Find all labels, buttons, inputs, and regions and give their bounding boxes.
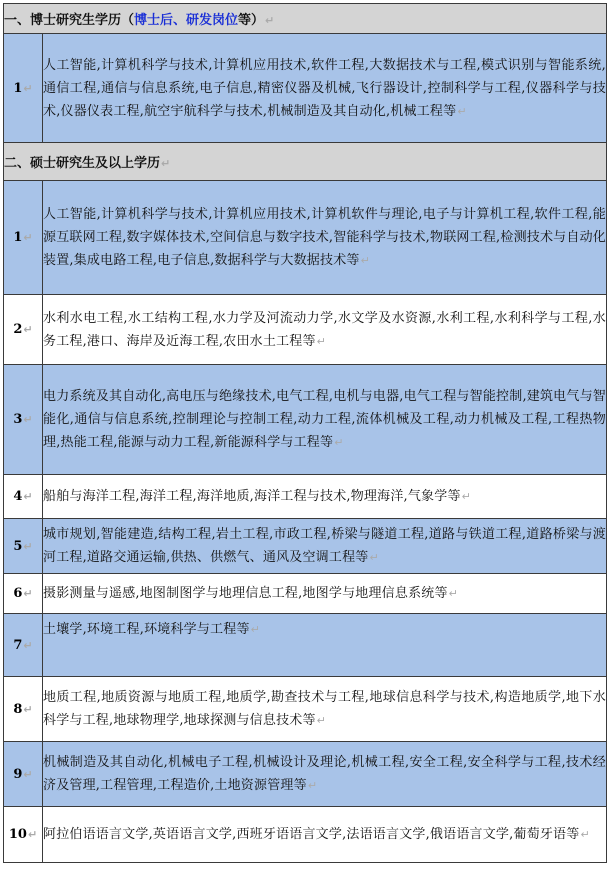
row-number: 9↵ [4,742,43,807]
majors-list-cell: 土壤学,环境工程,环境科学与工程等↵ [43,614,607,677]
table-row [4,181,607,295]
section-title-prefix: 一、博士研究生学历（ [4,13,135,28]
section-header-doctoral [4,4,607,34]
table-row [4,677,607,742]
section-title-cell [4,4,607,34]
paragraph-mark-icon: ↵ [23,587,33,600]
paragraph-mark-icon: ↵ [23,767,33,781]
table-row [4,365,607,475]
table-row [4,614,607,677]
table-row [4,574,607,614]
majors-list-cell: 电力系统及其自动化,高电压与绝缘技术,电气工程,电机与电器,电气工程与智能控制,建筑电气与智能化,通信与信息系统,控制理论与控制工程,动力工程,流体机械及工程,动力机械及工程,工程热物理,热能工程,能源与动力工程,新能源科学与工程等↵ [43,365,607,475]
row-number: 8↵ [4,677,43,742]
majors-list-cell: 城市规划,智能建造,结构工程,岩土工程,市政工程,桥梁与隧道工程,道路与铁道工程,道路桥梁与渡河工程,道路交通运输,供热、供燃气、通风及空调工程等↵ [43,519,607,574]
section-title-suffix: 等） [238,13,265,28]
table-row [4,742,607,807]
table-row [4,807,607,863]
paragraph-mark-icon: ↵ [580,828,590,841]
majors-table [3,3,607,863]
paragraph-mark-icon: ↵ [369,551,379,564]
row-number: 10↵ [4,807,43,863]
section-header-masters [4,143,607,181]
paragraph-mark-icon: ↵ [23,231,33,244]
paragraph-mark-icon: ↵ [360,254,371,267]
row-number: 2↵ [4,295,43,365]
paragraph-mark-icon: ↵ [307,779,318,792]
paragraph-mark-icon: ↵ [23,81,33,95]
paragraph-mark-icon: ↵ [334,436,344,449]
paragraph-mark-icon: ↵ [457,104,467,118]
paragraph-mark-icon: ↵ [23,702,33,716]
table-row [4,475,607,519]
row-number: 3↵ [4,365,43,475]
paragraph-mark-icon: ↵ [23,638,33,652]
majors-list-cell: 船舶与海洋工程,海洋工程,海洋地质,海洋工程与技术,物理海洋,气象学等↵ [43,475,607,519]
paragraph-mark-icon: ↵ [448,587,459,600]
paragraph-mark-icon: ↵ [161,157,171,170]
paragraph-mark-icon: ↵ [316,334,327,348]
section-title-cell [4,143,607,181]
paragraph-mark-icon: ↵ [23,323,33,336]
row-number: 7↵ [4,614,43,677]
row-number: 4↵ [4,475,43,519]
majors-list-cell: 水利水电工程,水工结构工程,水力学及河流动力学,水文学及水资源,水利工程,水利科学与工程,水务工程,港口、海岸及近海工程,农田水土工程等↵ [43,295,607,365]
paragraph-mark-icon: ↵ [23,539,33,553]
majors-list-cell: 人工智能,计算机科学与技术,计算机应用技术,软件工程,大数据技术与工程,模式识别与智能系统,通信工程,通信与信息系统,电子信息,精密仪器及机械,飞行器设计,控制科学与工程,仪器科学与技术,仪器仪表工程,航空宇航科学与技术,机械制造及其自动化,机械工程等↵ [43,34,607,143]
paragraph-mark-icon: ↵ [316,714,327,727]
majors-list-cell: 人工智能,计算机科学与技术,计算机应用技术,计算机软件与理论,电子与计算机工程,软件工程,能源互联网工程,数字媒体技术,空间信息与数字技术,智能科学与技术,物联网工程,检测技术与自动化装置,集成电路工程,电子信息,数据科学与大数据技术等↵ [43,181,607,295]
paragraph-mark-icon: ↵ [265,14,275,27]
paragraph-mark-icon: ↵ [250,623,261,636]
majors-list-cell: 阿拉伯语语言文学,英语语言文学,西班牙语语言文学,法语语言文学,俄语语言文学,葡萄牙语等↵ [43,807,607,863]
table-row [4,295,607,365]
section-title-highlight: 博士后、研发岗位 [134,13,239,28]
paragraph-mark-icon: ↵ [23,490,33,503]
paragraph-mark-icon: ↵ [461,490,472,503]
paragraph-mark-icon: ↵ [23,413,33,426]
row-number: 5↵ [4,519,43,574]
majors-list-cell: 地质工程,地质资源与地质工程,地质学,勘查技术与工程,地球信息科学与技术,构造地质学,地下水科学与工程,地球物理学,地球探测与信息技术等↵ [43,677,607,742]
table-row [4,34,607,143]
section-title: 二、硕士研究生及以上学历 [4,156,161,171]
majors-list-cell: 机械制造及其自动化,机械电子工程,机械设计及理论,机械工程,安全工程,安全科学与工程,技术经济及管理,工程管理,工程造价,土地资源管理等↵ [43,742,607,807]
table-row [4,519,607,574]
row-number: 1↵ [4,181,43,295]
row-number: 1↵ [4,34,43,143]
paragraph-mark-icon: ↵ [27,828,38,841]
majors-list-cell: 摄影测量与遥感,地图制图学与地理信息工程,地图学与地理信息系统等↵ [43,574,607,614]
row-number: 6↵ [4,574,43,614]
